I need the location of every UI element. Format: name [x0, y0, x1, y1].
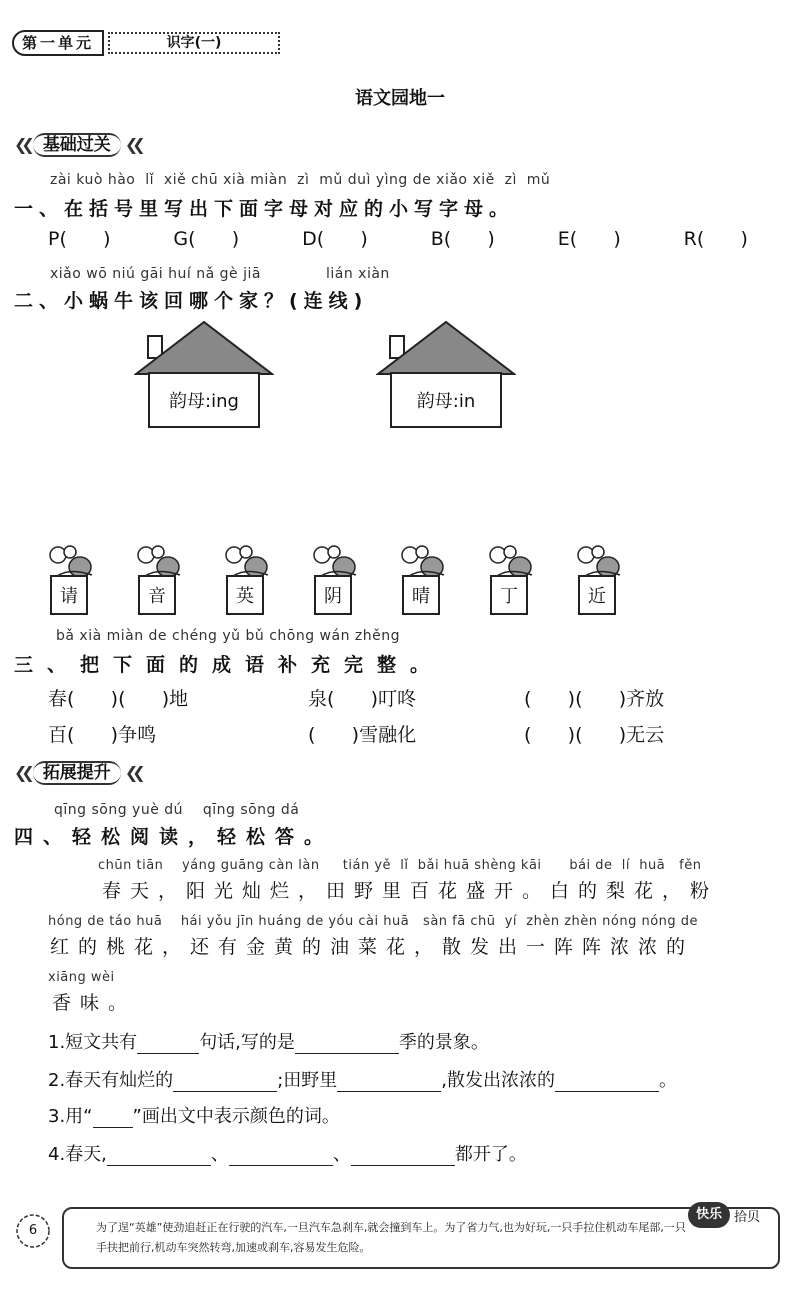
snail-char: 近: [578, 575, 616, 615]
letter-item: G( ): [173, 228, 240, 250]
snail-flower-icon: [488, 545, 536, 579]
chevron-left-icon: ❮❮: [124, 135, 140, 154]
snail-card: [224, 545, 272, 621]
question-text: ;田野里: [277, 1070, 338, 1091]
question-4: [48, 1140, 527, 1166]
letter-item: D( ): [302, 228, 368, 250]
snail-flower-icon: [576, 545, 624, 579]
section-extend-badge: [14, 760, 140, 786]
idiom-item: ( )( )齐放: [524, 688, 665, 710]
passage-pinyin-1: chūn tiān yáng guāng càn làn tián yě lǐ bǎi huā shèng kāi bái de lí huā fěn: [98, 858, 702, 873]
question-text: 、: [332, 1144, 351, 1165]
q4-pinyin: qīng sōng yuè dú qīng sōng dá: [54, 802, 300, 818]
idiom-item: ( )雪融化: [308, 724, 417, 746]
snail-flower-icon: [136, 545, 184, 579]
q2-pinyin-2: lián xiàn: [326, 266, 390, 282]
house-in: [376, 318, 516, 428]
unit-tag: 第一单元: [12, 30, 104, 56]
section-extend-label: 拓展提升: [33, 761, 121, 785]
snail-card: [48, 545, 96, 621]
question-text: 。: [659, 1070, 677, 1091]
snail-char: 晴: [402, 575, 440, 615]
house-roof-icon: [376, 318, 516, 376]
question-text: 3.用“: [48, 1106, 93, 1127]
answer-blank[interactable]: [229, 1146, 333, 1166]
question-text: 、: [210, 1144, 229, 1165]
answer-blank[interactable]: [137, 1034, 199, 1054]
snail-char: 阴: [314, 575, 352, 615]
question-text: 都开了。: [454, 1144, 527, 1165]
q3-pinyin: bǎ xià miàn de chéng yǔ bǔ chōng wán zhěng: [56, 628, 401, 644]
snail-card: [312, 545, 360, 621]
snail-flower-icon: [400, 545, 448, 579]
q2-pinyin: xiǎo wō niú gāi huí nǎ gè jiā: [50, 266, 261, 282]
q4-title: 四、轻松阅读，轻松答。: [14, 826, 334, 848]
snail-card: [488, 545, 536, 621]
answer-blank[interactable]: [295, 1034, 399, 1054]
idiom-item: 春( )( )地: [48, 688, 189, 710]
question-text: ,散发出浓浓的: [441, 1070, 555, 1091]
letter-item: P( ): [48, 228, 111, 250]
underline-sample: [93, 1112, 133, 1128]
section-basic-badge: [14, 132, 140, 158]
letter-item: B( ): [430, 228, 495, 250]
question-1: [48, 1028, 489, 1054]
page-title: 语文园地一: [355, 88, 445, 109]
house-label: 韵母:ing: [148, 372, 260, 428]
question-text: 季的景象。: [398, 1032, 489, 1053]
passage-pinyin-3: xiāng wèi: [48, 970, 115, 985]
passage-line-3: 香味。: [52, 992, 137, 1014]
idiom-item: 泉( )叮咚: [308, 688, 417, 710]
question-3: [48, 1102, 340, 1128]
snail-card: [136, 545, 184, 621]
snail-char: 丁: [490, 575, 528, 615]
question-text: ”画出文中表示颜色的词。: [132, 1106, 340, 1127]
house-roof-icon: [134, 318, 274, 376]
chevron-left-icon: ❮❮: [124, 763, 140, 782]
snail-card: [400, 545, 448, 621]
snail-card: [576, 545, 624, 621]
passage-line-1: 春天，阳光灿烂，田野里百花盛开。白的梨花，粉: [102, 880, 719, 902]
question-text: 1.短文共有: [48, 1032, 138, 1053]
q3-title: 三、把下面的成语补充完整。: [14, 654, 444, 676]
question-2: [48, 1066, 677, 1092]
chevron-left-icon: ❮❮: [14, 135, 29, 154]
footer-badge-text: 拾贝: [734, 1210, 761, 1225]
question-text: 句话,写的是: [199, 1032, 295, 1053]
footer-tip-text: 为了逞“英雄”使劲追赶正在行驶的汽车,一旦汽车急刹车,就会撞到车上。为了省力气,也为好玩,一只手拉住机动车尾部,一只手扶把前行,机动车突然转弯,加速或刹车,容易发生危险。: [96, 1221, 686, 1254]
footer-badge: 快乐: [688, 1202, 730, 1228]
q1-title: 一、在括号里写出下面字母对应的小写字母。: [14, 198, 515, 220]
q1-letter-row: [48, 228, 748, 250]
answer-blank[interactable]: [555, 1072, 659, 1092]
snail-flower-icon: [48, 545, 96, 579]
passage-pinyin-2: hóng de táo huā hái yǒu jīn huáng de yóu cài huā sàn fā chū yí zhèn zhèn nóng nóng de: [48, 914, 699, 929]
chevron-left-icon: ❮❮: [14, 763, 29, 782]
house-label: 韵母:in: [390, 372, 502, 428]
snail-char: 请: [50, 575, 88, 615]
idiom-item: ( )( )无云: [524, 724, 665, 746]
q2-title: 二、小蜗牛该回哪个家？(连线): [14, 290, 369, 312]
answer-blank[interactable]: [173, 1072, 277, 1092]
house-ing: [134, 318, 274, 428]
topic-label: 识字(一): [108, 32, 280, 54]
snail-flower-icon: [312, 545, 360, 579]
idiom-item: 百( )争鸣: [48, 724, 157, 746]
answer-blank[interactable]: [107, 1146, 211, 1166]
answer-blank[interactable]: [351, 1146, 455, 1166]
page-number: 6: [28, 1223, 38, 1238]
passage-line-2: 红的桃花，还有金黄的油菜花，散发出一阵阵浓浓的: [50, 936, 695, 958]
snail-char: 音: [138, 575, 176, 615]
question-text: 2.春天有灿烂的: [48, 1070, 174, 1091]
question-text: 4.春天,: [48, 1144, 107, 1165]
section-basic-label: 基础过关: [33, 133, 121, 157]
answer-blank[interactable]: [337, 1072, 441, 1092]
snail-char: 英: [226, 575, 264, 615]
letter-item: E( ): [557, 228, 621, 250]
snail-flower-icon: [224, 545, 272, 579]
letter-item: R( ): [683, 228, 748, 250]
q1-pinyin: zài kuò hào lǐ xiě chū xià miàn zì mǔ duì yìng de xiǎo xiě zì mǔ: [50, 172, 551, 188]
